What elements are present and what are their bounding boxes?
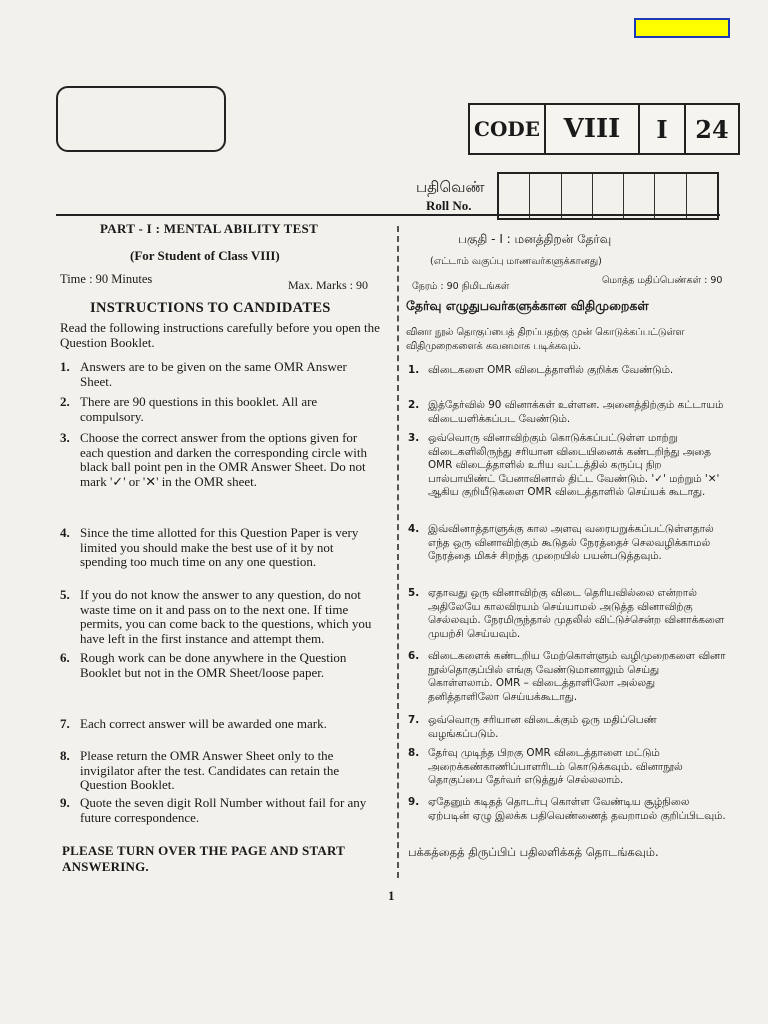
instructions-title: INSTRUCTIONS TO CANDIDATES	[90, 300, 331, 316]
part-title: PART - I : MENTAL ABILITY TEST	[100, 221, 319, 236]
instruction-item-tamil: 1. விடைகளை OMR விடைத்தாளில் குறிக்க வேண்டும்.	[408, 364, 674, 376]
instruction-item-tamil: 8. தேர்வு முடிந்த பிறகு OMR விடைத்தாளை மட்டும் அறைக்கண்காணிப்பாளரிடம் கொடுக்கவும். வினாநூல் தொகுப்பை தேர்வர் எடுத்துச் செல்லலாம்.	[408, 747, 683, 787]
class-code: VIII	[544, 105, 638, 153]
column-divider	[397, 226, 399, 878]
instruction-item-tamil: 3. ஒவ்வொரு வினாவிற்கும் கொடுக்கப்பட்டுள்ள மாற்று விடைகளிலிருந்து சரியான விடையினைக் கண்டறிந்து அதை OMR விடைத்தாளில் உரிய வட்டத்தில் கருப்பு நிற பால்பாயிண்ட் பேனாவினால் திட்ட வேண்டும். '✓' மற்றும் '✕' ஆகிய குறியீடுகளை OMR விடைத்தாளில் செய்யக் கூடாது.	[408, 432, 720, 499]
turn-over-notice-tamil: பக்கத்தைத் திருப்பிப் பதிலளிக்கத் தொடங்கவும்.	[408, 845, 659, 859]
part-subtitle-tamil: (எட்டாம் வகுப்பு மாணவர்களுக்கானது)	[430, 256, 602, 267]
instruction-item-tamil: 9. ஏதேனும் கடிதத் தொடர்பு கொள்ள வேண்டிய சூழ்நிலை ஏற்படின் ஏழு இலக்க பதிவெண்ணைத் தவறாமல் குறிப்பிடவும்.	[408, 796, 726, 822]
part-subtitle: (For Student of Class VIII)	[130, 248, 280, 263]
code-label: CODE	[474, 117, 540, 141]
instruction-item-tamil: 5. ஏதாவது ஒரு வினாவிற்கு விடை தெரியவில்லை என்றால் அதிலேயே காலவிரயம் செய்யாமல் அடுத்த வினாவிற்கு செல்லவும். நேரமிருந்தால் முதலில் விட்டுச்சென்ற வினாக்களை முயற்சி செய்யவும்.	[408, 587, 725, 640]
max-marks: Max. Marks : 90	[288, 278, 368, 292]
instruction-item: 6. Rough work can be done anywhere in the Question Booklet but not in the OMR Sheet/loose paper.	[60, 650, 347, 680]
roll-no-boxes	[497, 172, 719, 220]
instructions-title-tamil: தேர்வு எழுதுபவர்களுக்கான விதிமுறைகள்	[406, 298, 649, 313]
roll-digit-box	[623, 174, 654, 218]
part-title-tamil: பகுதி - I : மனத்திறன் தேர்வு	[458, 232, 612, 246]
roll-digit-box	[499, 174, 529, 218]
roll-digit-box	[686, 174, 717, 218]
max-marks-tamil: மொத்த மதிப்பெண்கள் : 90	[602, 275, 723, 286]
blank-label-box	[56, 86, 226, 152]
instruction-item-tamil: 4. இவ்வினாத்தாளுக்கு கால அளவு வரையறுக்கப்பட்டுள்ளதால் எந்த ஒரு வினாவிற்கும் கூடுதல் நேரத்தைச் செலவழிக்காமல் நேரத்தை மிகச் சிறந்த முறையில் பயன்படுத்தவும்.	[408, 523, 714, 563]
instructions-intro-tamil: வினா நூல் தொகுப்பைத் திறப்பதற்கு முன் கொடுக்கப்பட்டுள்ள விதிமுறைகளைக் கவனமாக படிக்கவும்.	[406, 327, 685, 352]
time-allowed-tamil: நேரம் : 90 நிமிடங்கள்	[412, 281, 510, 292]
instruction-item: 7. Each correct answer will be awarded one mark.	[60, 716, 327, 731]
group-code: I	[638, 105, 684, 153]
header-divider	[56, 214, 720, 216]
code-strip	[468, 103, 740, 155]
instruction-item: 9. Quote the seven digit Roll Number without fail for any future correspondence.	[60, 795, 367, 825]
booklet-number: 24	[684, 105, 738, 153]
roll-digit-box	[529, 174, 560, 218]
roll-no-label: Roll No.	[426, 198, 472, 213]
instruction-item: 5. If you do not know the answer to any question, do not waste time on it and pass on to the next one. If time permits, you can come back to the questions, which you have left in the first instance and attempt them.	[60, 587, 372, 646]
roll-no-label-tamil: பதிவெண்	[416, 178, 485, 196]
instruction-item: 3. Choose the correct answer from the options given for each question and darken the corresponding circle with black ball point pen in the OMR Answer Sheet. Do not mark '✓' or '✕' in the OMR sheet.	[60, 430, 367, 489]
instructions-intro: Read the following instructions carefully before you open the Question Booklet.	[60, 320, 380, 350]
instruction-item: 8. Please return the OMR Answer Sheet only to the invigilator after the test. Candidates can retain the Question Booklet.	[60, 748, 340, 792]
instruction-item: 1. Answers are to be given on the same OMR Answer Sheet.	[60, 359, 347, 389]
page-number: 1	[388, 888, 395, 903]
yellow-marker-tab	[634, 18, 730, 38]
instruction-item: 4. Since the time allotted for this Question Paper is very limited you should make the best use of it by not spending too much time on any one question.	[60, 525, 359, 569]
instruction-item-tamil: 7. ஒவ்வொரு சரியான விடைக்கும் ஒரு மதிப்பெண் வழங்கப்படும்.	[408, 714, 657, 740]
roll-digit-box	[561, 174, 592, 218]
instruction-item-tamil: 6. விடைகளைக் கண்டறிய மேற்கொள்ளும் வழிமுறைகளை வினா நூல்தொகுப்பில் எங்கு வேண்டுமானாலும் செய்து கொள்ளலாம். OMR – விடைத்தாளிலோ அல்லது தனித்தாளிலோ செய்யக்கூடாது.	[408, 650, 726, 703]
roll-digit-box	[592, 174, 623, 218]
instruction-item: 2. There are 90 questions in this booklet. All are compulsory.	[60, 394, 318, 424]
roll-digit-box	[654, 174, 685, 218]
instruction-item-tamil: 2. இத்தேர்வில் 90 வினாக்கள் உள்ளன. அனைத்திற்கும் கட்டாயம் விடையளிக்கப்பட வேண்டும்.	[408, 399, 724, 425]
turn-over-notice: PLEASE TURN OVER THE PAGE AND START ANSWERING.	[62, 843, 345, 874]
time-allowed: Time : 90 Minutes	[60, 272, 153, 286]
